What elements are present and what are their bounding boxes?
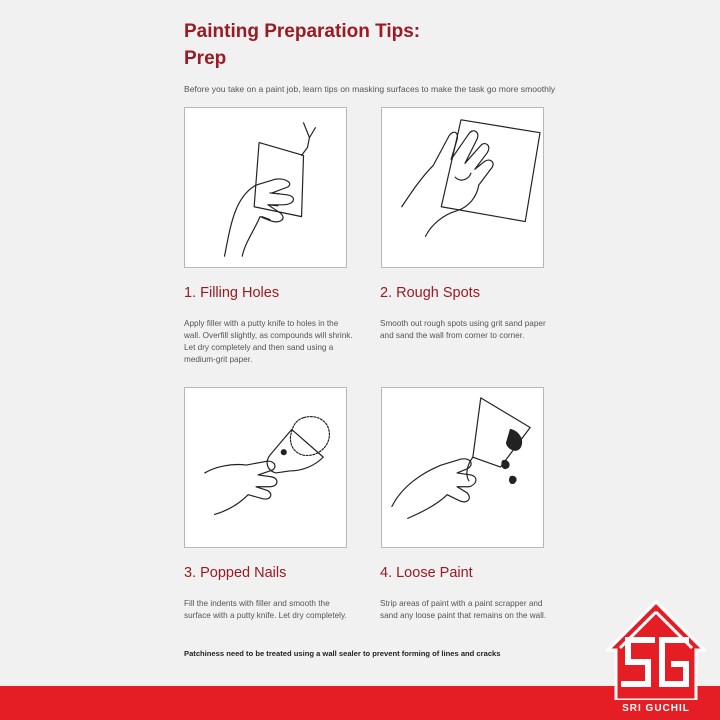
brand-logo <box>606 600 706 720</box>
illustration-popped-nails <box>184 387 347 548</box>
step-2-text: Smooth out rough spots using grit sand paper and sand the wall from corner to corner. <box>380 319 546 340</box>
title-line-1: Painting Preparation Tips: <box>184 21 421 42</box>
intro-text: Before you take on a paint job, learn tips on masking surfaces to make the task go more smoothly <box>184 84 556 94</box>
step-1-text: Apply filler with a putty knife to holes in the wall. Overfill slightly, as compounds will shrink. Let dry completely and then sand using a medium-grit paper. <box>184 319 353 364</box>
illustration-rough-spots <box>381 107 544 268</box>
illustration-loose-paint <box>381 387 544 548</box>
title-line-2: Prep <box>184 48 227 69</box>
step-3-heading: 3. Popped Nails <box>184 565 287 581</box>
step-4-heading: 4. Loose Paint <box>380 565 473 581</box>
step-3-text: Fill the indents with filler and smooth the surface with a putty knife. Let dry completely. <box>184 599 347 620</box>
step-2-heading: 2. Rough Spots <box>380 285 480 301</box>
brand-name: SRI GUCHIL <box>622 703 690 714</box>
step-4-text: Strip areas of paint with a paint scrapper and sand any loose paint that remains on the wall. <box>380 599 547 620</box>
illustration-filling-holes <box>184 107 347 268</box>
step-1-heading: 1. Filling Holes <box>184 285 280 301</box>
page-title <box>184 18 420 72</box>
house-logo-icon <box>606 600 706 700</box>
sealer-note: Patchiness need to be treated using a wall sealer to prevent forming of lines and cracks <box>184 649 501 658</box>
